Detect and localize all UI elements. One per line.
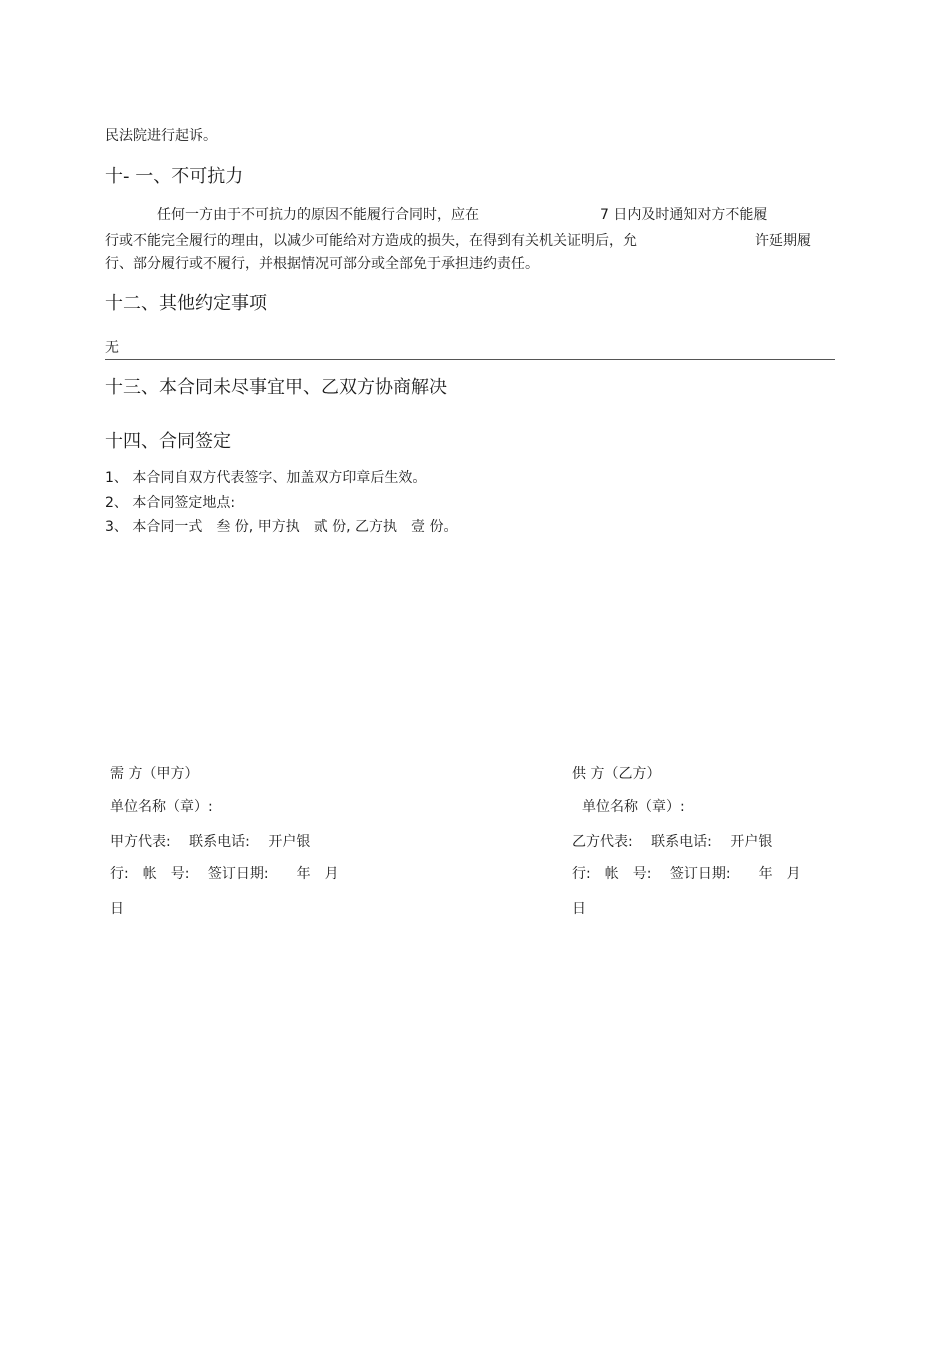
party-a-unit: 单位名称（章）: [110, 799, 213, 815]
party-a-acct-line: 行: 帐 号: 签订日期: 年 月 [110, 866, 339, 882]
section-14-title: 十四、合同签定 [105, 431, 231, 452]
section-11-line2-b: 许延期履 [755, 233, 811, 249]
section-12-title: 十二、其他约定事项 [105, 293, 267, 314]
divider-line [105, 359, 835, 360]
section-11-line2-a: 行或不能完全履行的理由，以减少可能给对方造成的损失，在得到有关机关证明后，允 [105, 233, 637, 249]
section-11-line3: 行、部分履行或不履行，并根据情况可部分或全部免于承担违约责任。 [105, 256, 539, 272]
party-a-title: 需 方（甲方） [110, 766, 199, 782]
section-14-item-3: 3、 本合同一式 叁 份, 甲方执 贰 份, 乙方执 壹 份。 [105, 519, 458, 535]
section-11-line1-b: 7 日内及时通知对方不能履 [600, 207, 768, 223]
party-b-unit: 单位名称（章）: [582, 799, 685, 815]
section-11-line1-a: 任何一方由于不可抗力的原因不能履行合同时，应在 [157, 207, 479, 223]
party-b-title: 供 方（乙方） [572, 766, 661, 782]
continuation-text: 民法院进行起诉。 [105, 128, 217, 144]
section-14-item-2: 2、 本合同签定地点: [105, 495, 236, 511]
party-a-rep-line: 甲方代表: 联系电话: 开户银 [110, 834, 311, 850]
section-12-content: 无 [105, 340, 119, 356]
section-13-title: 十三、本合同未尽事宜甲、乙双方协商解决 [105, 377, 447, 398]
party-b-rep-line: 乙方代表: 联系电话: 开户银 [572, 834, 773, 850]
section-14-item-1: 1、 本合同自双方代表签字、加盖双方印章后生效。 [105, 470, 427, 486]
party-b-acct-line: 行: 帐 号: 签订日期: 年 月 [572, 866, 801, 882]
section-11-title: 十- 一、不可抗力 [105, 166, 244, 187]
party-a-day: 日 [110, 901, 124, 917]
party-b-day: 日 [572, 901, 586, 917]
